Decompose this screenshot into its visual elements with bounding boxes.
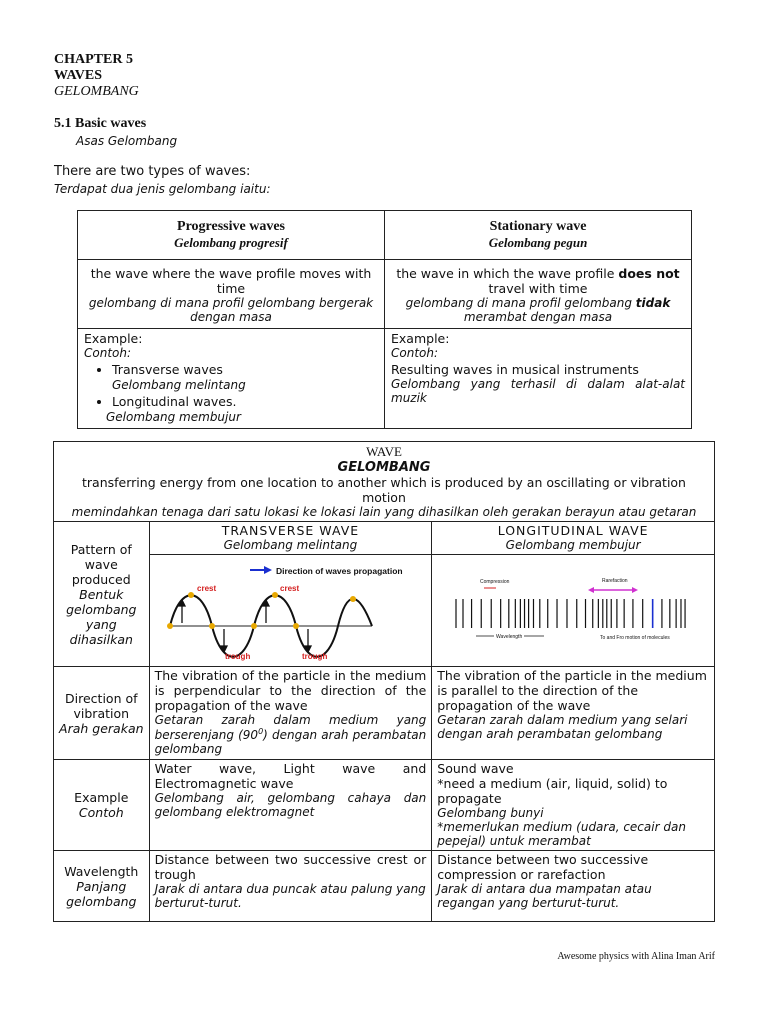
stationary-title-ms: Gelombang pegun (488, 235, 588, 250)
wavelength-label-cell (54, 851, 150, 922)
transverse-header (149, 522, 432, 555)
section-title-ms: Asas Gelombang (76, 134, 178, 148)
wave-type-header-row (54, 522, 715, 555)
example-longitudinal-ms: Gelombang membujur (106, 410, 241, 424)
stationary-def-bold: does not (618, 266, 680, 281)
degree-superscript: 0 (258, 727, 264, 736)
transverse-wave-diagram (150, 555, 426, 663)
pattern-label-ms: Bentuk gelombang yang dihasilkan (66, 586, 137, 647)
longitudinal-example-ms: Gelombang bunyi (437, 806, 544, 820)
chapter-heading (54, 52, 139, 100)
wavelength-row-label-ms: Panjang gelombang (66, 878, 137, 909)
wavelength-row (54, 851, 715, 922)
transverse-example-cell (149, 760, 432, 851)
wavelength-row-label: Wavelength (64, 863, 139, 879)
wave-definition: transferring energy from one location to another which is produced by an oscillating or vibration motion (82, 475, 686, 505)
chapter-title: WAVES (54, 68, 102, 83)
example-longitudinal: Longitudinal waves. (112, 394, 237, 409)
stationary-def-post: travel with time (488, 281, 588, 296)
direction-label-ms: Arah gerakan (59, 720, 144, 736)
stationary-def-ms-pre: gelombang di mana profil gelombang (405, 296, 636, 310)
intro-text-ms: Terdapat dua jenis gelombang iaitu: (54, 182, 271, 196)
longitudinal-direction: The vibration of the particle in the medium is parallel to the direction of the propagation of the wave (437, 668, 707, 713)
footer-credit: Awesome physics with Alina Iman Arif (557, 951, 715, 962)
longitudinal-example-note: *need a medium (air, liquid, solid) to propagate (437, 776, 668, 806)
stationary-def-ms-post: merambat dengan masa (463, 310, 613, 324)
transverse-direction: The vibration of the particle in the medium is perpendicular to the direction of the propagation of the wave (154, 668, 427, 713)
intro-text: There are two types of waves: (54, 164, 251, 179)
progressive-title: Progressive waves (177, 219, 285, 234)
stationary-header (385, 211, 692, 260)
transverse-direction-ms-post: ) dengan arah perambatan gelombang (154, 728, 427, 756)
rarefaction-label: Rarefaction (602, 578, 628, 584)
propagation-label: Direction of waves propagation (275, 566, 403, 576)
trough-label-1: trough (224, 652, 250, 661)
transverse-example-ms: Gelombang air, gelombang cahaya dan gelombang elektromagnet (154, 791, 427, 819)
transverse-direction-ms-pre: Getaran zarah dalam medium yang berserenjang (90 (154, 713, 427, 742)
example-row (54, 760, 715, 851)
transverse-direction-cell (149, 667, 432, 760)
molecules-label: To and Fro motion of molecules (600, 635, 671, 641)
progressive-header (78, 211, 385, 260)
stationary-def-ms-bold: tidak (635, 296, 671, 310)
progressive-example-list (84, 362, 378, 424)
longitudinal-wavelength-ms: Jarak di antara dua mampatan atau regangan yang berturut-turut. (437, 882, 652, 910)
longitudinal-example: Sound wave (437, 761, 514, 776)
pattern-label-cell (54, 522, 150, 667)
types-definition-row (78, 260, 692, 329)
transverse-example: Water wave, Light wave and Electromagnetic wave (154, 761, 427, 791)
transverse-direction-ms (155, 713, 427, 756)
wave-comparison-table (53, 441, 715, 922)
progressive-example-label-ms: Contoh: (84, 346, 132, 360)
list-item (112, 362, 378, 392)
longitudinal-title-ms: Gelombang membujur (505, 538, 641, 552)
direction-label-cell (54, 667, 150, 760)
pattern-diagram-row (54, 555, 715, 667)
transverse-wavelength-cell (149, 851, 432, 922)
stationary-def-pre: the wave in which the wave profile (396, 266, 619, 281)
crest-label-1: crest (196, 584, 216, 593)
crest-label-2: crest (279, 584, 299, 593)
stationary-def-ms (391, 296, 685, 324)
chapter-number: CHAPTER 5 (54, 52, 133, 67)
wave-definition-ms: memindahkan tenaga dari satu lokasi ke lokasi lain yang dihasilkan oleh gerakan berayun atau getaran (71, 505, 697, 519)
chapter-title-ms: GELOMBANG (54, 84, 139, 99)
stationary-example: Resulting waves in musical instruments (391, 362, 639, 377)
example-transverse-ms: Gelombang melintang (112, 378, 246, 392)
types-example-row (78, 329, 692, 429)
wave-title-ms: GELOMBANG (337, 460, 431, 475)
transverse-title-ms: Gelombang melintang (223, 538, 358, 552)
transverse-wavelength-ms: Jarak di antara dua puncak atau palung yang berturut-turut. (154, 882, 426, 910)
transverse-title: TRANSVERSE WAVE (221, 523, 360, 538)
propagation-arrowhead (264, 566, 272, 574)
stationary-example-label-ms: Contoh: (391, 346, 439, 360)
example-label-ms: Contoh (78, 805, 124, 820)
list-item (106, 394, 378, 424)
types-header-row (78, 211, 692, 260)
longitudinal-bars (456, 599, 685, 628)
longitudinal-wavelength-cell (432, 851, 715, 922)
rarefaction-arrowhead-left (588, 587, 594, 593)
example-label-cell (54, 760, 150, 851)
stationary-title: Stationary wave (489, 219, 587, 234)
wave-types-table (77, 210, 692, 429)
progressive-example-label: Example: (84, 331, 143, 346)
wave-title: WAVE (366, 444, 402, 459)
longitudinal-example-cell (432, 760, 715, 851)
progressive-examples (78, 329, 385, 429)
wavelength-label: Wavelength (496, 634, 523, 640)
transverse-diagram-cell (149, 555, 432, 667)
wave-definition-cell (54, 442, 715, 522)
trough-label-2: trough (301, 652, 327, 661)
longitudinal-diagram-cell (432, 555, 715, 667)
progressive-def: the wave where the wave profile moves with time (90, 266, 372, 296)
particle-markers (167, 592, 356, 629)
direction-row (54, 667, 715, 760)
transverse-wavelength: Distance between two successive crest or trough (154, 852, 427, 882)
example-label: Example (74, 790, 129, 805)
compression-label: Compression (480, 579, 510, 585)
direction-label: Direction of vibration (65, 690, 138, 721)
stationary-example-ms: Gelombang yang terhasil di dalam alat-alat muzik (391, 377, 685, 405)
longitudinal-direction-cell (432, 667, 715, 760)
longitudinal-example-note-ms: *memerlukan medium (udara, cecair dan pepejal) untuk merambat (437, 820, 686, 848)
longitudinal-wavelength: Distance between two successive compression or rarefaction (437, 852, 649, 882)
progressive-title-ms: Gelombang progresif (174, 235, 288, 250)
longitudinal-header (432, 522, 715, 555)
stationary-def (391, 266, 685, 296)
pattern-label: Pattern of wave produced (70, 541, 132, 587)
progressive-def-ms: gelombang di mana profil gelombang bergerak dengan masa (88, 296, 374, 324)
stationary-examples (385, 329, 692, 429)
progressive-definition (78, 260, 385, 329)
stationary-example-label: Example: (391, 331, 450, 346)
longitudinal-title: LONGITUDINAL WAVE (497, 523, 649, 538)
longitudinal-wave-diagram (432, 555, 708, 663)
rarefaction-arrowhead-right (632, 587, 638, 593)
longitudinal-direction-ms: Getaran zarah dalam medium yang selari dengan arah perambatan gelombang (437, 713, 688, 741)
wave-title-row (54, 442, 715, 522)
example-transverse: Transverse waves (112, 362, 223, 377)
section-title: 5.1 Basic waves (54, 116, 147, 131)
stationary-definition (385, 260, 692, 329)
